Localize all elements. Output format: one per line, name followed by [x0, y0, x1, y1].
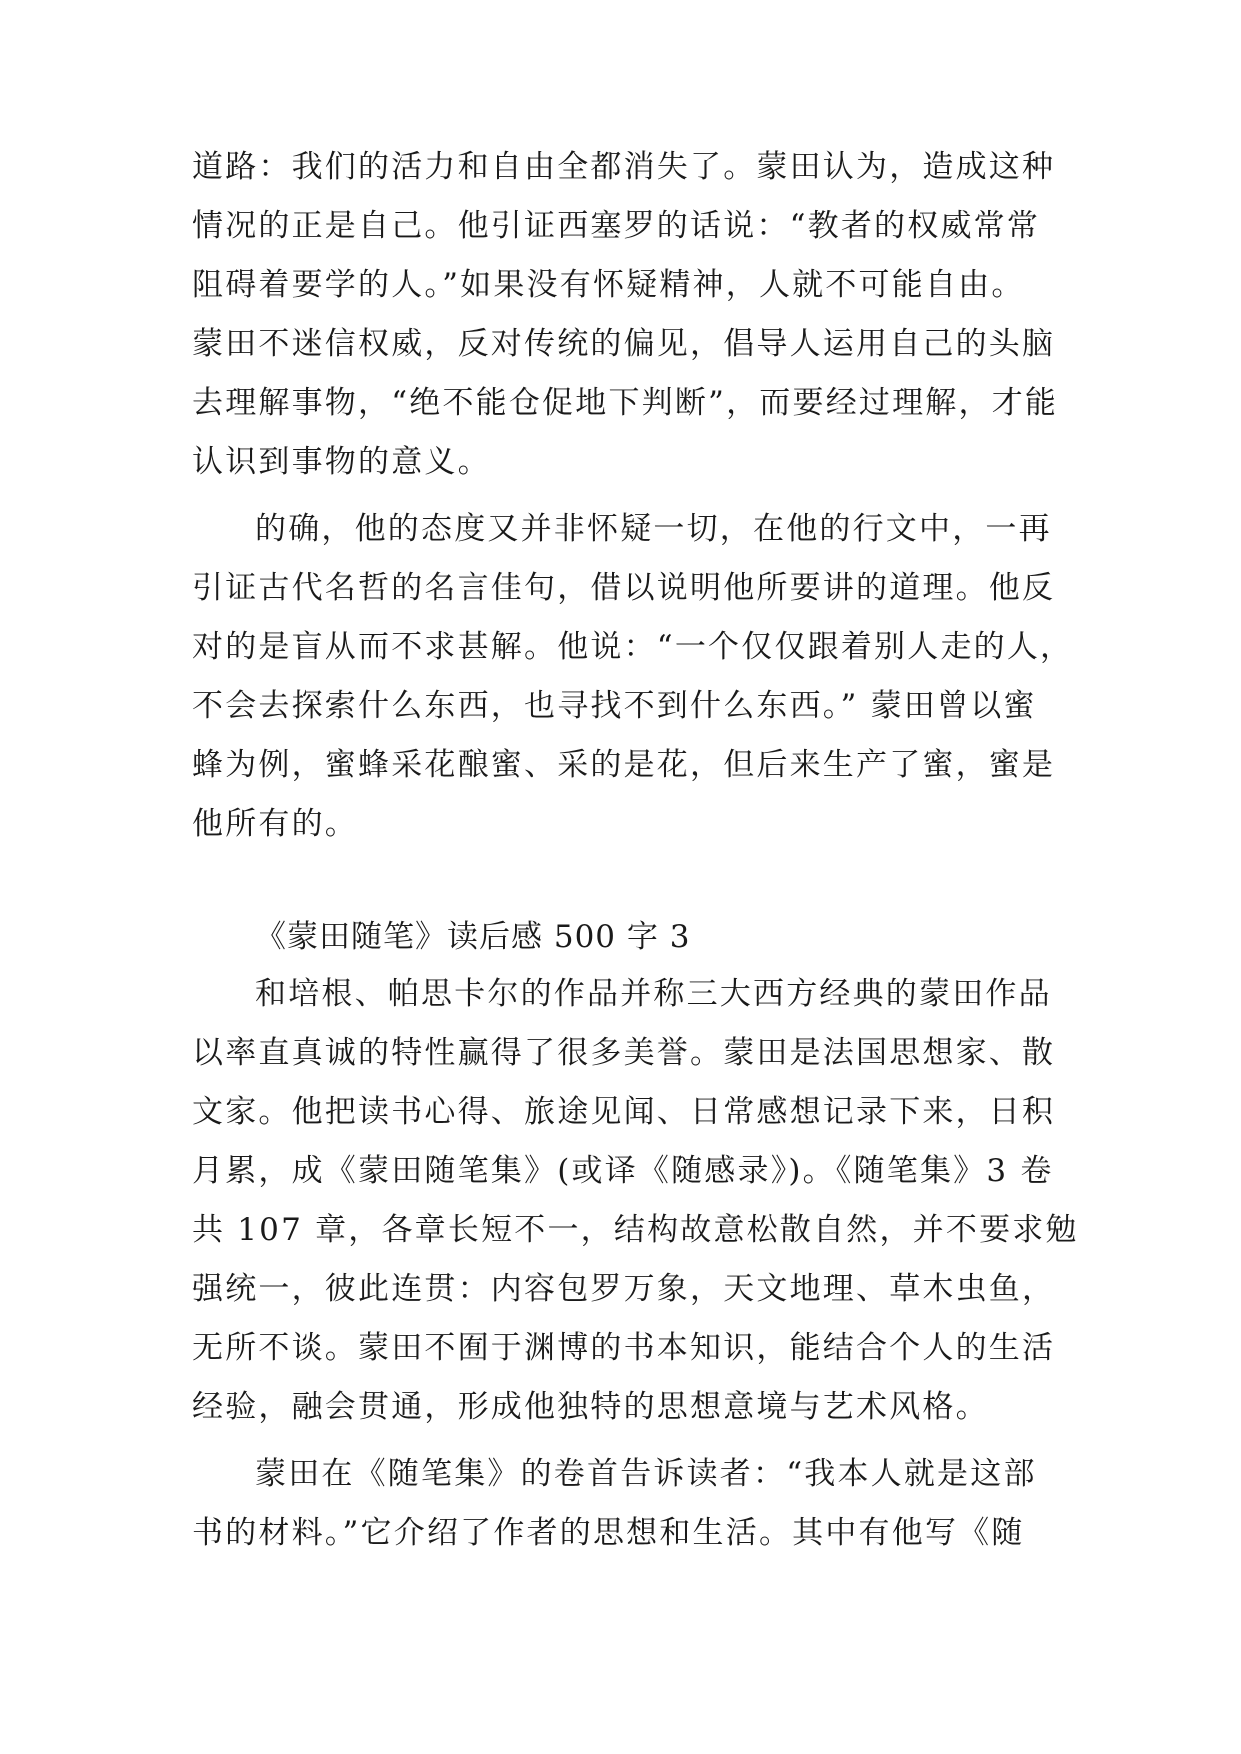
text-line: 阻碍着要学的人。”如果没有怀疑精神，人就不可能自由。 — [192, 267, 1025, 303]
text-line: 去理解事物，“绝不能仓促地下判断”，而要经过理解，才能 — [192, 385, 1059, 421]
text-line: 共 107 章，各章长短不一，结构故意松散自然，并不要求勉 — [192, 1212, 1079, 1248]
text-line: 以率直真诚的特性赢得了很多美誉。蒙田是法国思想家、散 — [192, 1035, 1056, 1071]
text-line: 月累，成《蒙田随笔集》(或译《随感录》)。《随笔集》3 卷 — [192, 1153, 1054, 1189]
text-line: 经验，融会贯通，形成他独特的思想意境与艺术风格。 — [192, 1389, 989, 1425]
text-line: 强统一，彼此连贯：内容包罗万象，天文地理、草木虫鱼， — [192, 1271, 1056, 1307]
text-line: 引证古代名哲的名言佳句，借以说明他所要讲的道理。他反 — [192, 570, 1056, 606]
text-line: 对的是盲从而不求甚解。他说：“一个仅仅跟着别人走的人， — [192, 629, 1074, 665]
text-line: 他所有的。 — [192, 806, 358, 842]
text-line: 情况的正是自己。他引证西塞罗的话说：“教者的权威常常 — [192, 208, 1041, 244]
text-line: 道路：我们的活力和自由全都消失了。蒙田认为，造成这种 — [192, 149, 1056, 185]
text-line: 不会去探索什么东西，也寻找不到什么东西。” 蒙田曾以蜜 — [192, 688, 1037, 724]
text-line: 蒙田在《随笔集》的卷首告诉读者：“我本人就是这部 — [255, 1456, 1037, 1492]
text-line: 无所不谈。蒙田不囿于渊博的书本知识，能结合个人的生活 — [192, 1330, 1056, 1366]
text-line: 蒙田不迷信权威，反对传统的偏见，倡导人运用自己的头脑 — [192, 326, 1056, 362]
text-line: 文家。他把读书心得、旅途见闻、日常感想记录下来，日积 — [192, 1094, 1056, 1130]
section-heading: 《蒙田随笔》读后感 500 字 3 — [255, 919, 691, 955]
text-line: 的确，他的态度又并非怀疑一切，在他的行文中，一再 — [255, 511, 1052, 547]
text-line: 和培根、帕思卡尔的作品并称三大西方经典的蒙田作品 — [255, 976, 1052, 1012]
text-line: 书的材料。”它介绍了作者的思想和生活。其中有他写《随 — [192, 1515, 1025, 1551]
text-line: 蜂为例，蜜蜂采花酿蜜、采的是花，但后来生产了蜜，蜜是 — [192, 747, 1056, 783]
text-line: 认识到事物的意义。 — [192, 444, 491, 480]
